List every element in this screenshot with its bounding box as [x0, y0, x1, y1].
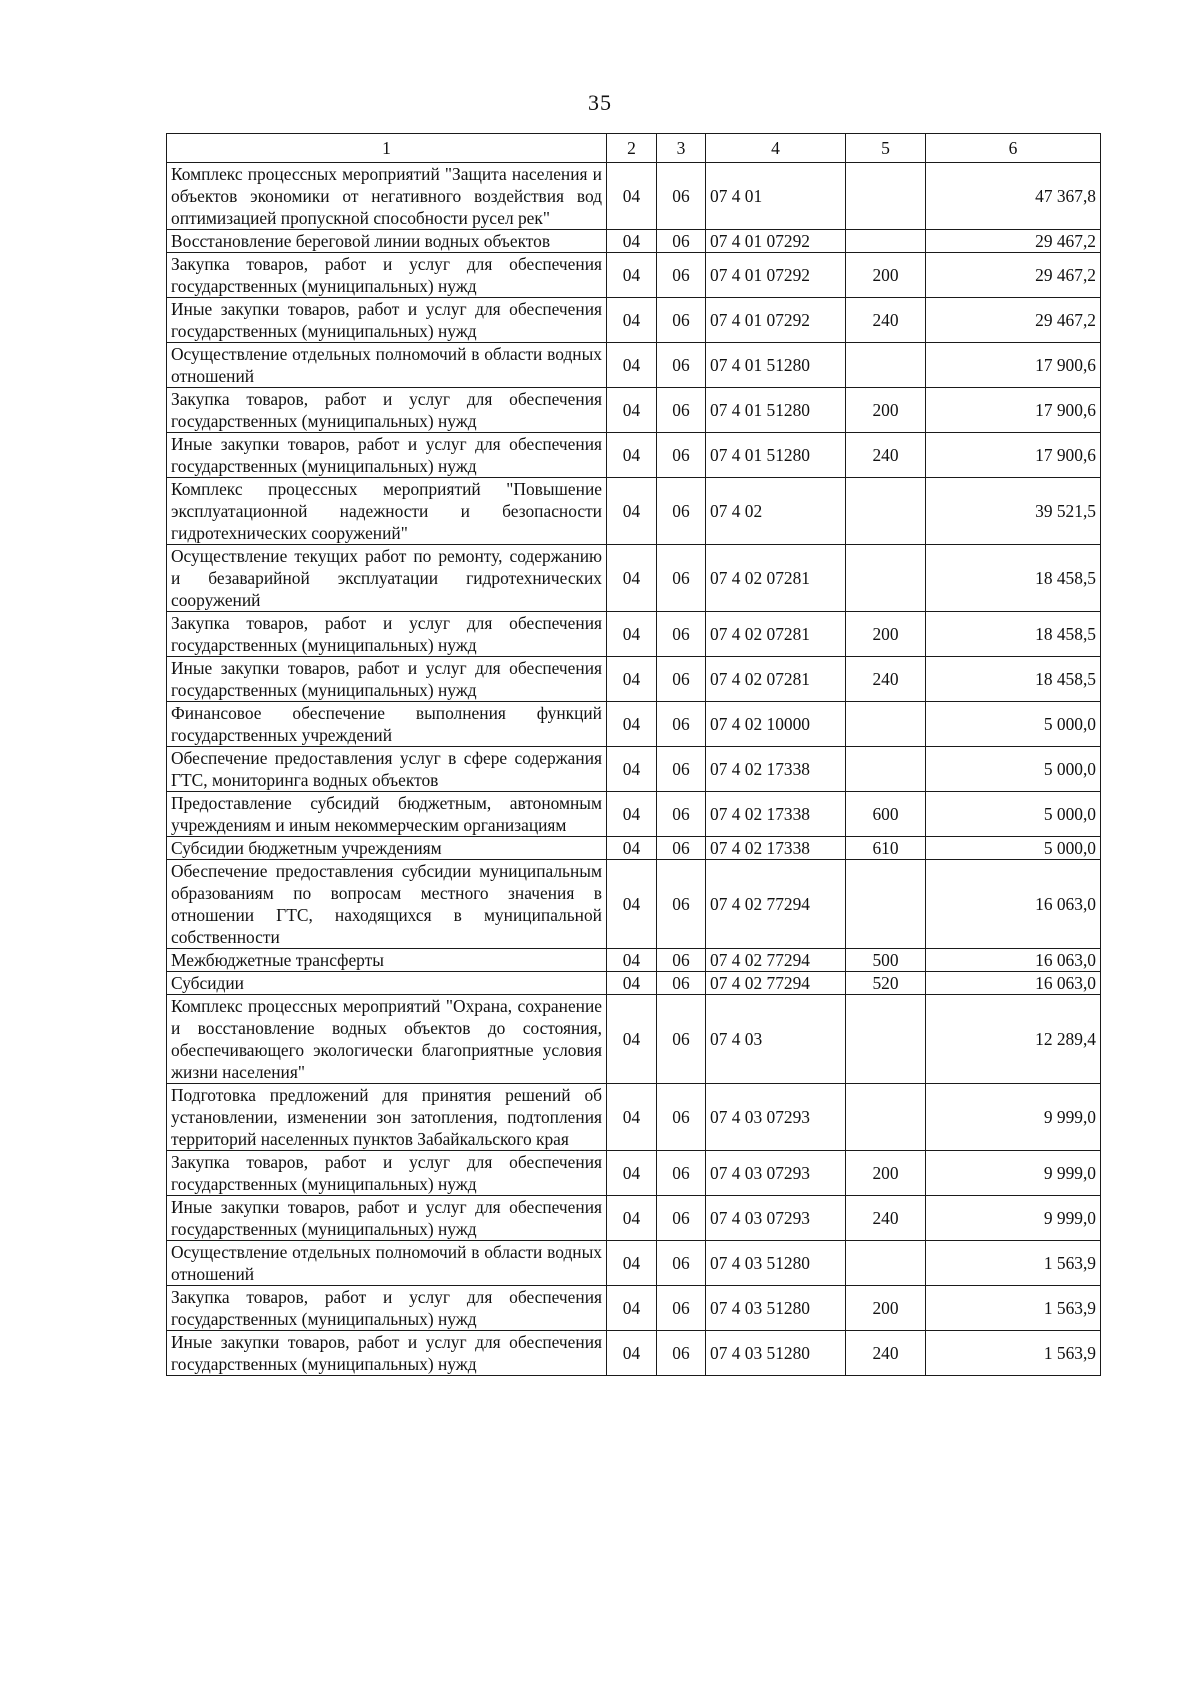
- row-target-code: 07 4 02 17338: [706, 837, 846, 860]
- row-expense-type: [846, 702, 926, 747]
- row-target-code: 07 4 03: [706, 995, 846, 1084]
- header-col-5: 5: [846, 134, 926, 163]
- row-subsection: 06: [657, 792, 706, 837]
- row-name: Обеспечение предоставления субсидии муниципальным образованиям по вопросам местного значения в отношении ГТС, находящихся в муниципальной собственности: [167, 860, 607, 949]
- row-expense-type: 500: [846, 949, 926, 972]
- row-target-code: 07 4 02 77294: [706, 972, 846, 995]
- row-amount: 1 563,9: [926, 1241, 1101, 1286]
- row-amount: 18 458,5: [926, 657, 1101, 702]
- row-expense-type: [846, 747, 926, 792]
- row-section: 04: [607, 1084, 657, 1151]
- row-target-code: 07 4 03 07293: [706, 1196, 846, 1241]
- row-amount: 16 063,0: [926, 972, 1101, 995]
- header-col-6: 6: [926, 134, 1101, 163]
- row-expense-type: 200: [846, 1151, 926, 1196]
- row-section: 04: [607, 747, 657, 792]
- table-row: [167, 995, 1101, 1084]
- row-expense-type: [846, 163, 926, 230]
- row-expense-type: 240: [846, 433, 926, 478]
- row-target-code: 07 4 01 51280: [706, 343, 846, 388]
- row-name: Субсидии бюджетным учреждениям: [167, 837, 607, 860]
- row-section: 04: [607, 792, 657, 837]
- row-target-code: 07 4 01 07292: [706, 298, 846, 343]
- row-amount: 47 367,8: [926, 163, 1101, 230]
- row-name: Предоставление субсидий бюджетным, автономным учреждениям и иным некоммерческим организациям: [167, 792, 607, 837]
- row-name: Закупка товаров, работ и услуг для обеспечения государственных (муниципальных) нужд: [167, 1151, 607, 1196]
- row-target-code: 07 4 03 51280: [706, 1286, 846, 1331]
- row-amount: 29 467,2: [926, 230, 1101, 253]
- table-header: [167, 134, 1101, 163]
- row-expense-type: 610: [846, 837, 926, 860]
- header-col-1: 1: [167, 134, 607, 163]
- row-expense-type: 200: [846, 253, 926, 298]
- table-row: [167, 388, 1101, 433]
- row-name: Иные закупки товаров, работ и услуг для обеспечения государственных (муниципальных) нужд: [167, 657, 607, 702]
- row-expense-type: 600: [846, 792, 926, 837]
- row-subsection: 06: [657, 860, 706, 949]
- row-target-code: 07 4 01 51280: [706, 433, 846, 478]
- row-target-code: 07 4 02 17338: [706, 747, 846, 792]
- table-row: [167, 612, 1101, 657]
- table-row: [167, 1286, 1101, 1331]
- row-name: Иные закупки товаров, работ и услуг для обеспечения государственных (муниципальных) нужд: [167, 1331, 607, 1376]
- row-amount: 16 063,0: [926, 860, 1101, 949]
- row-subsection: 06: [657, 545, 706, 612]
- row-target-code: 07 4 01 51280: [706, 388, 846, 433]
- row-expense-type: [846, 995, 926, 1084]
- table-row: [167, 837, 1101, 860]
- row-section: 04: [607, 702, 657, 747]
- row-name: Осуществление отдельных полномочий в области водных отношений: [167, 343, 607, 388]
- row-amount: 18 458,5: [926, 545, 1101, 612]
- row-amount: 16 063,0: [926, 949, 1101, 972]
- row-expense-type: 520: [846, 972, 926, 995]
- row-expense-type: 200: [846, 1286, 926, 1331]
- table-row: [167, 1241, 1101, 1286]
- row-name: Подготовка предложений для принятия решений об установлении, изменении зон затопления, подтопления территорий населенных пунктов Забайкальского края: [167, 1084, 607, 1151]
- row-section: 04: [607, 837, 657, 860]
- table-row: [167, 298, 1101, 343]
- row-subsection: 06: [657, 343, 706, 388]
- table-row: [167, 1151, 1101, 1196]
- row-expense-type: [846, 343, 926, 388]
- row-amount: 17 900,6: [926, 343, 1101, 388]
- table-row: [167, 702, 1101, 747]
- row-amount: 29 467,2: [926, 253, 1101, 298]
- row-amount: 1 563,9: [926, 1286, 1101, 1331]
- row-name: Иные закупки товаров, работ и услуг для обеспечения государственных (муниципальных) нужд: [167, 1196, 607, 1241]
- row-section: 04: [607, 343, 657, 388]
- row-subsection: 06: [657, 1286, 706, 1331]
- row-name: Комплекс процессных мероприятий "Повышение эксплуатационной надежности и безопасности гидротехнических сооружений": [167, 478, 607, 545]
- table-row: [167, 792, 1101, 837]
- row-amount: 29 467,2: [926, 298, 1101, 343]
- row-amount: 39 521,5: [926, 478, 1101, 545]
- row-subsection: 06: [657, 657, 706, 702]
- row-name: Закупка товаров, работ и услуг для обеспечения государственных (муниципальных) нужд: [167, 253, 607, 298]
- table-row: [167, 747, 1101, 792]
- row-amount: 1 563,9: [926, 1331, 1101, 1376]
- row-amount: 17 900,6: [926, 433, 1101, 478]
- row-name: Комплекс процессных мероприятий "Защита населения и объектов экономики от негативного воздействия вод оптимизацией пропускной способности русел рек": [167, 163, 607, 230]
- row-section: 04: [607, 1151, 657, 1196]
- table-row: [167, 860, 1101, 949]
- row-section: 04: [607, 388, 657, 433]
- row-subsection: 06: [657, 702, 706, 747]
- row-name: Обеспечение предоставления услуг в сфере содержания ГТС, мониторинга водных объектов: [167, 747, 607, 792]
- row-name: Восстановление береговой линии водных объектов: [167, 230, 607, 253]
- header-col-3: 3: [657, 134, 706, 163]
- row-section: 04: [607, 1196, 657, 1241]
- row-expense-type: [846, 478, 926, 545]
- table-row: [167, 1196, 1101, 1241]
- row-amount: 5 000,0: [926, 792, 1101, 837]
- row-section: 04: [607, 433, 657, 478]
- row-name: Субсидии: [167, 972, 607, 995]
- table-row: [167, 343, 1101, 388]
- row-subsection: 06: [657, 1241, 706, 1286]
- row-name: Осуществление текущих работ по ремонту, содержанию и безаварийной эксплуатации гидротехнических сооружений: [167, 545, 607, 612]
- row-subsection: 06: [657, 230, 706, 253]
- row-name: Закупка товаров, работ и услуг для обеспечения государственных (муниципальных) нужд: [167, 388, 607, 433]
- row-expense-type: [846, 1084, 926, 1151]
- row-name: Закупка товаров, работ и услуг для обеспечения государственных (муниципальных) нужд: [167, 612, 607, 657]
- row-target-code: 07 4 01 07292: [706, 230, 846, 253]
- row-expense-type: [846, 545, 926, 612]
- page-number: 35: [588, 90, 612, 115]
- row-subsection: 06: [657, 837, 706, 860]
- row-expense-type: 240: [846, 298, 926, 343]
- row-expense-type: 200: [846, 612, 926, 657]
- row-amount: 12 289,4: [926, 995, 1101, 1084]
- row-name: Иные закупки товаров, работ и услуг для обеспечения государственных (муниципальных) нужд: [167, 433, 607, 478]
- row-subsection: 06: [657, 298, 706, 343]
- row-section: 04: [607, 657, 657, 702]
- table-row: [167, 1331, 1101, 1376]
- row-amount: 9 999,0: [926, 1151, 1101, 1196]
- table-row: [167, 433, 1101, 478]
- table-row: [167, 657, 1101, 702]
- row-section: 04: [607, 1331, 657, 1376]
- table-row: [167, 163, 1101, 230]
- header-col-2: 2: [607, 134, 657, 163]
- row-expense-type: 200: [846, 388, 926, 433]
- row-target-code: 07 4 03 07293: [706, 1151, 846, 1196]
- row-subsection: 06: [657, 1196, 706, 1241]
- row-subsection: 06: [657, 995, 706, 1084]
- row-section: 04: [607, 972, 657, 995]
- table-row: [167, 972, 1101, 995]
- row-name: Иные закупки товаров, работ и услуг для обеспечения государственных (муниципальных) нужд: [167, 298, 607, 343]
- row-subsection: 06: [657, 1084, 706, 1151]
- row-expense-type: 240: [846, 1196, 926, 1241]
- table-row: [167, 1084, 1101, 1151]
- row-amount: 5 000,0: [926, 702, 1101, 747]
- row-amount: 5 000,0: [926, 747, 1101, 792]
- row-target-code: 07 4 02: [706, 478, 846, 545]
- row-subsection: 06: [657, 433, 706, 478]
- row-section: 04: [607, 545, 657, 612]
- row-amount: 5 000,0: [926, 837, 1101, 860]
- row-name: Финансовое обеспечение выполнения функций государственных учреждений: [167, 702, 607, 747]
- header-col-4: 4: [706, 134, 846, 163]
- row-name: Комплекс процессных мероприятий "Охрана, сохранение и восстановление водных объектов до состояния, обеспечивающего экологически благоприятные условия жизни населения": [167, 995, 607, 1084]
- row-target-code: 07 4 03 51280: [706, 1241, 846, 1286]
- row-amount: 9 999,0: [926, 1084, 1101, 1151]
- header-row: [167, 134, 1101, 163]
- row-section: 04: [607, 253, 657, 298]
- row-name: Закупка товаров, работ и услуг для обеспечения государственных (муниципальных) нужд: [167, 1286, 607, 1331]
- row-target-code: 07 4 02 07281: [706, 545, 846, 612]
- row-section: 04: [607, 1286, 657, 1331]
- row-name: Межбюджетные трансферты: [167, 949, 607, 972]
- row-section: 04: [607, 949, 657, 972]
- row-section: 04: [607, 860, 657, 949]
- row-section: 04: [607, 163, 657, 230]
- row-amount: 18 458,5: [926, 612, 1101, 657]
- row-expense-type: 240: [846, 657, 926, 702]
- table-row: [167, 478, 1101, 545]
- row-subsection: 06: [657, 612, 706, 657]
- row-subsection: 06: [657, 253, 706, 298]
- table-body: [167, 163, 1101, 1376]
- row-target-code: 07 4 02 77294: [706, 949, 846, 972]
- row-expense-type: [846, 860, 926, 949]
- row-expense-type: 240: [846, 1331, 926, 1376]
- row-subsection: 06: [657, 747, 706, 792]
- row-name: Осуществление отдельных полномочий в области водных отношений: [167, 1241, 607, 1286]
- row-section: 04: [607, 612, 657, 657]
- row-subsection: 06: [657, 478, 706, 545]
- row-subsection: 06: [657, 163, 706, 230]
- row-section: 04: [607, 298, 657, 343]
- row-subsection: 06: [657, 972, 706, 995]
- row-section: 04: [607, 478, 657, 545]
- row-target-code: 07 4 01: [706, 163, 846, 230]
- row-subsection: 06: [657, 388, 706, 433]
- row-target-code: 07 4 02 77294: [706, 860, 846, 949]
- row-target-code: 07 4 03 07293: [706, 1084, 846, 1151]
- row-target-code: 07 4 02 07281: [706, 657, 846, 702]
- row-target-code: 07 4 02 17338: [706, 792, 846, 837]
- row-amount: 9 999,0: [926, 1196, 1101, 1241]
- row-subsection: 06: [657, 1151, 706, 1196]
- row-target-code: 07 4 01 07292: [706, 253, 846, 298]
- row-amount: 17 900,6: [926, 388, 1101, 433]
- table-row: [167, 949, 1101, 972]
- table-row: [167, 253, 1101, 298]
- budget-table: [166, 133, 1101, 1376]
- table-row: [167, 230, 1101, 253]
- row-target-code: 07 4 03 51280: [706, 1331, 846, 1376]
- row-target-code: 07 4 02 10000: [706, 702, 846, 747]
- table-row: [167, 545, 1101, 612]
- row-expense-type: [846, 1241, 926, 1286]
- row-section: 04: [607, 230, 657, 253]
- row-subsection: 06: [657, 949, 706, 972]
- row-target-code: 07 4 02 07281: [706, 612, 846, 657]
- row-section: 04: [607, 995, 657, 1084]
- row-subsection: 06: [657, 1331, 706, 1376]
- row-section: 04: [607, 1241, 657, 1286]
- row-expense-type: [846, 230, 926, 253]
